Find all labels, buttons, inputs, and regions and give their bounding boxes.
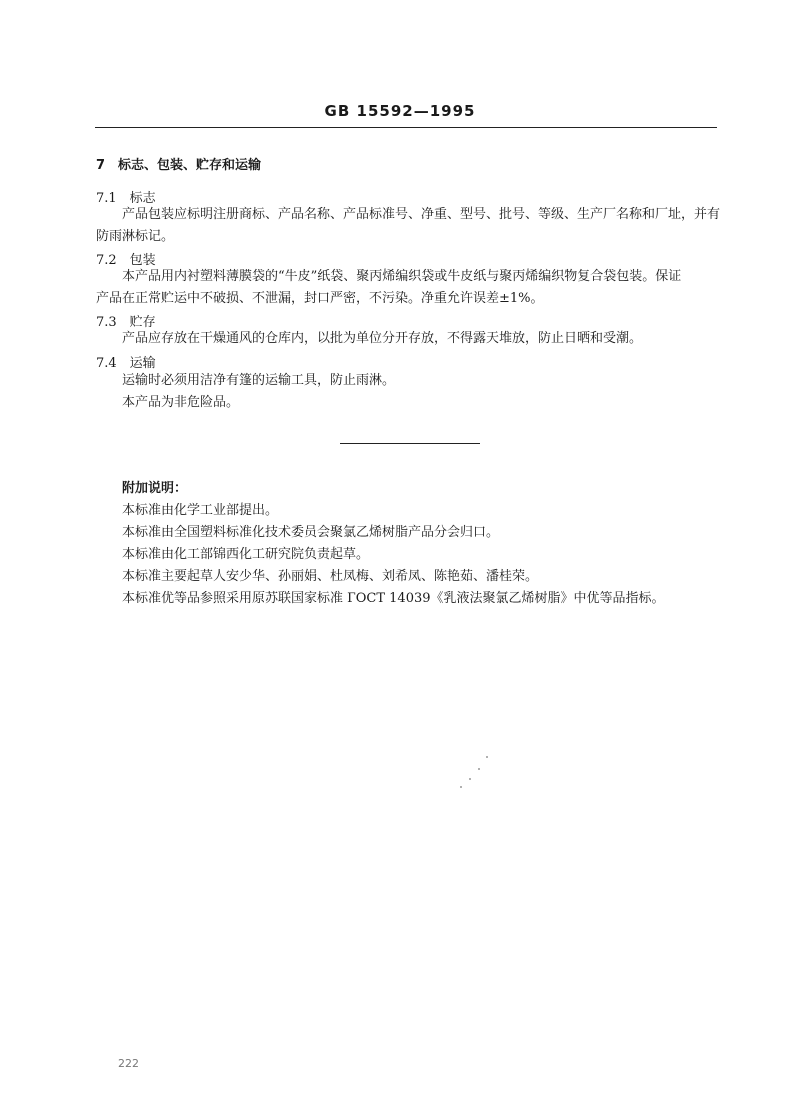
- notes-title: 附加说明：: [122, 481, 188, 496]
- subsection-7-2-body: [96, 266, 718, 310]
- note-item: 本标准优等品参照采用原苏联国家标准 ГОСТ 14039《乳液法聚氯乙烯树脂》中优等品指标。: [122, 591, 665, 606]
- note-item: 本标准由化学工业部提出。: [122, 503, 279, 518]
- section-divider: [340, 443, 480, 444]
- subsection-7-1-body: [96, 204, 721, 248]
- scan-speck: [469, 778, 471, 780]
- header-rule: [95, 127, 717, 128]
- subsection-7-3-body: [96, 328, 718, 350]
- text-line: 产品应存放在干燥通风的仓库内，以批为单位分开存放，不得露天堆放，防止日晒和受潮。: [122, 331, 643, 346]
- page-number: 222: [118, 1057, 139, 1070]
- scan-speck: [478, 768, 480, 770]
- subsection-7-4-body: [96, 370, 718, 414]
- section-title: 7 标志、包装、贮存和运输: [96, 158, 262, 173]
- subsection-7-3-title: 7.3 贮存: [96, 315, 156, 330]
- text-line: 本产品用内衬塑料薄膜袋的“牛皮”纸袋、聚丙烯编织袋或牛皮纸与聚丙烯编织物复合袋包装。保证: [122, 269, 682, 284]
- subsection-7-4-title: 7.4 运输: [96, 356, 156, 371]
- text-line: 运输时必须用洁净有篷的运输工具，防止雨淋。: [122, 373, 396, 388]
- scan-speck: [486, 756, 488, 758]
- note-item: 本标准由化工部锦西化工研究院负责起草。: [122, 547, 370, 562]
- note-item: 本标准主要起草人安少华、孙丽娟、杜凤梅、刘希凤、陈艳茹、潘桂荣。: [122, 569, 539, 584]
- scan-speck: [460, 786, 462, 788]
- text-line: 防雨淋标记。: [96, 229, 175, 244]
- text-line: 产品在正常贮运中不破损、不泄漏，封口严密，不污染。净重允许误差±1%。: [96, 291, 544, 306]
- subsection-7-2-title: 7.2 包装: [96, 253, 156, 268]
- standard-number-header: GB 15592—1995: [324, 102, 476, 120]
- additional-notes: [122, 478, 665, 610]
- subsection-7-1-title: 7.1 标志: [96, 191, 156, 206]
- text-line: 本产品为非危险品。: [122, 395, 240, 410]
- text-line: 产品包装应标明注册商标、产品名称、产品标准号、净重、型号、批号、等级、生产厂名称和厂址，并有: [122, 207, 721, 222]
- note-item: 本标准由全国塑料标准化技术委员会聚氯乙烯树脂产品分会归口。: [122, 525, 500, 540]
